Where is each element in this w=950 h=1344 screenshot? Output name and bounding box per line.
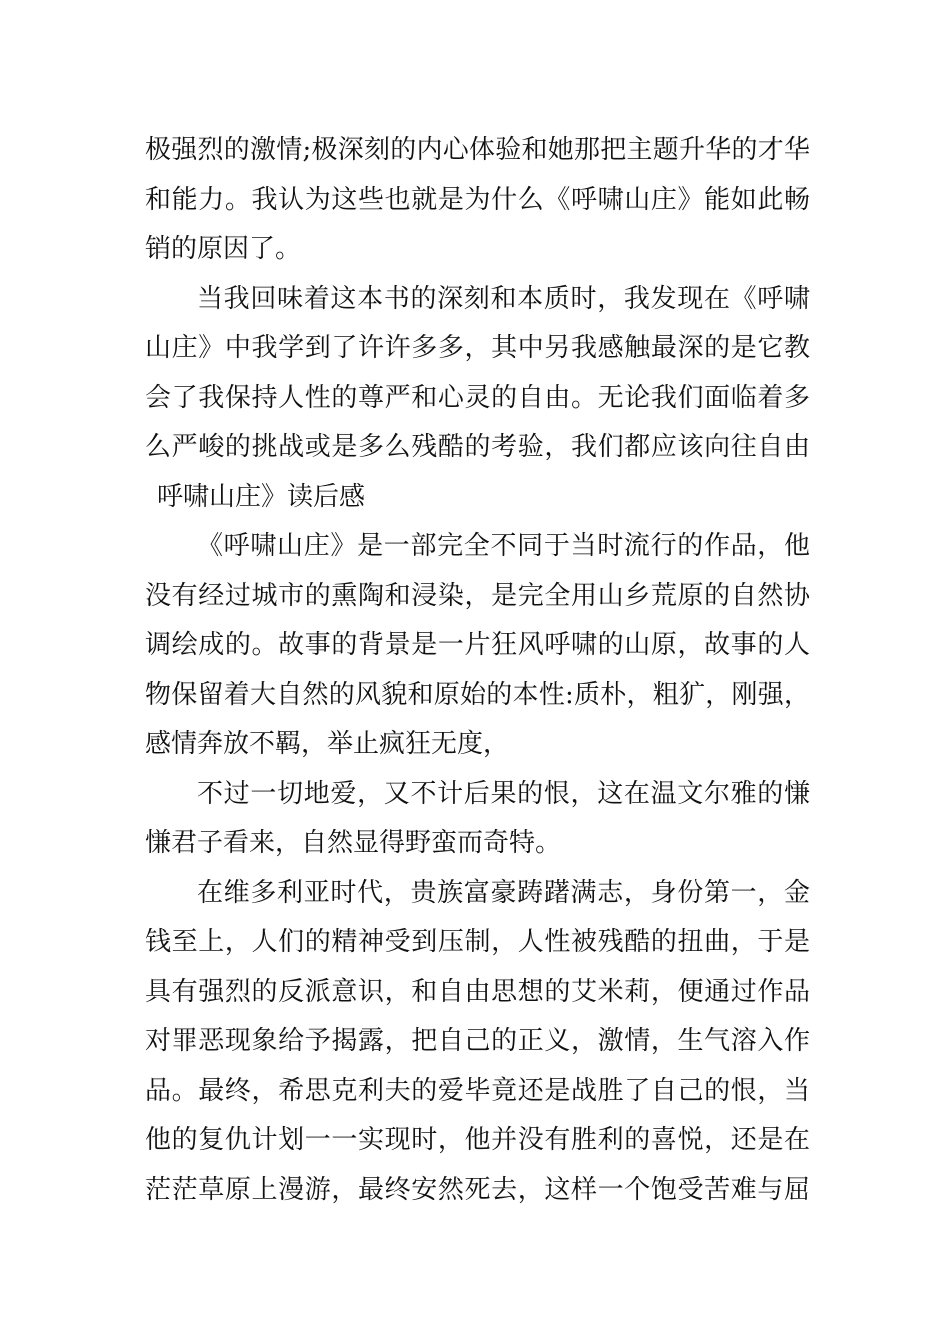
text-line: 极强烈的激情;极深刻的内心体验和她那把主题升华的才华 xyxy=(145,135,810,165)
paragraph-first-line: 《呼啸山庄》是一部完全不同于当时流行的作品，他 xyxy=(197,531,810,561)
text-line: 感情奔放不羁，举止疯狂无度， xyxy=(145,729,510,759)
text-line: 物保留着大自然的风貌和原始的本性:质朴，粗犷，刚强， xyxy=(145,679,810,710)
document-body xyxy=(145,126,810,1215)
paragraph-first-line: 不过一切地爱，又不计后果的恨，这在温文尔雅的慊 xyxy=(197,778,810,809)
paragraph-first-line: 当我回味着这本书的深刻和本质时，我发现在《呼啸 xyxy=(197,283,810,314)
text-line: 和能力。我认为这些也就是为什么《呼啸山庄》能如此畅 xyxy=(145,184,810,215)
text-line: 么严峻的挑战或是多么残酷的考验，我们都应该向往自由 xyxy=(145,432,810,462)
text-line: 具有强烈的反派意识，和自由思想的艾米莉，便通过作品 xyxy=(145,976,810,1007)
text-line: 茫茫草原上漫游，最终安然死去，这样一个饱受苦难与屈 xyxy=(145,1174,810,1205)
section-title: 呼啸山庄》读后感 xyxy=(157,481,366,512)
text-line: 他的复仇计划一一实现时，他并没有胜利的喜悦，还是在 xyxy=(145,1125,810,1155)
text-line: 山庄》中我学到了许许多多，其中另我感触最深的是它教 xyxy=(145,333,810,363)
text-line: 销的原因了。 xyxy=(145,234,302,264)
text-line: 钱至上，人们的精神受到压制，人性被残酷的扭曲，于是 xyxy=(145,927,810,957)
text-line: 慊君子看来，自然显得野蛮而奇特。 xyxy=(145,828,562,858)
text-line: 品。最终，希思克利夫的爱毕竟还是战胜了自己的恨，当 xyxy=(145,1075,810,1106)
text-line: 会了我保持人性的尊严和心灵的自由。无论我们面临着多 xyxy=(145,382,810,413)
paragraph-first-line: 在维多利亚时代，贵族富豪踌躇满志，身份第一，金 xyxy=(197,877,810,908)
text-line: 对罪恶现象给予揭露，把自己的正义，激情，生气溶入作 xyxy=(145,1026,810,1056)
text-line: 调绘成的。故事的背景是一片狂风呼啸的山原，故事的人 xyxy=(145,630,810,660)
text-line: 没有经过城市的熏陶和浸染，是完全用山乡荒原的自然协 xyxy=(145,580,810,611)
